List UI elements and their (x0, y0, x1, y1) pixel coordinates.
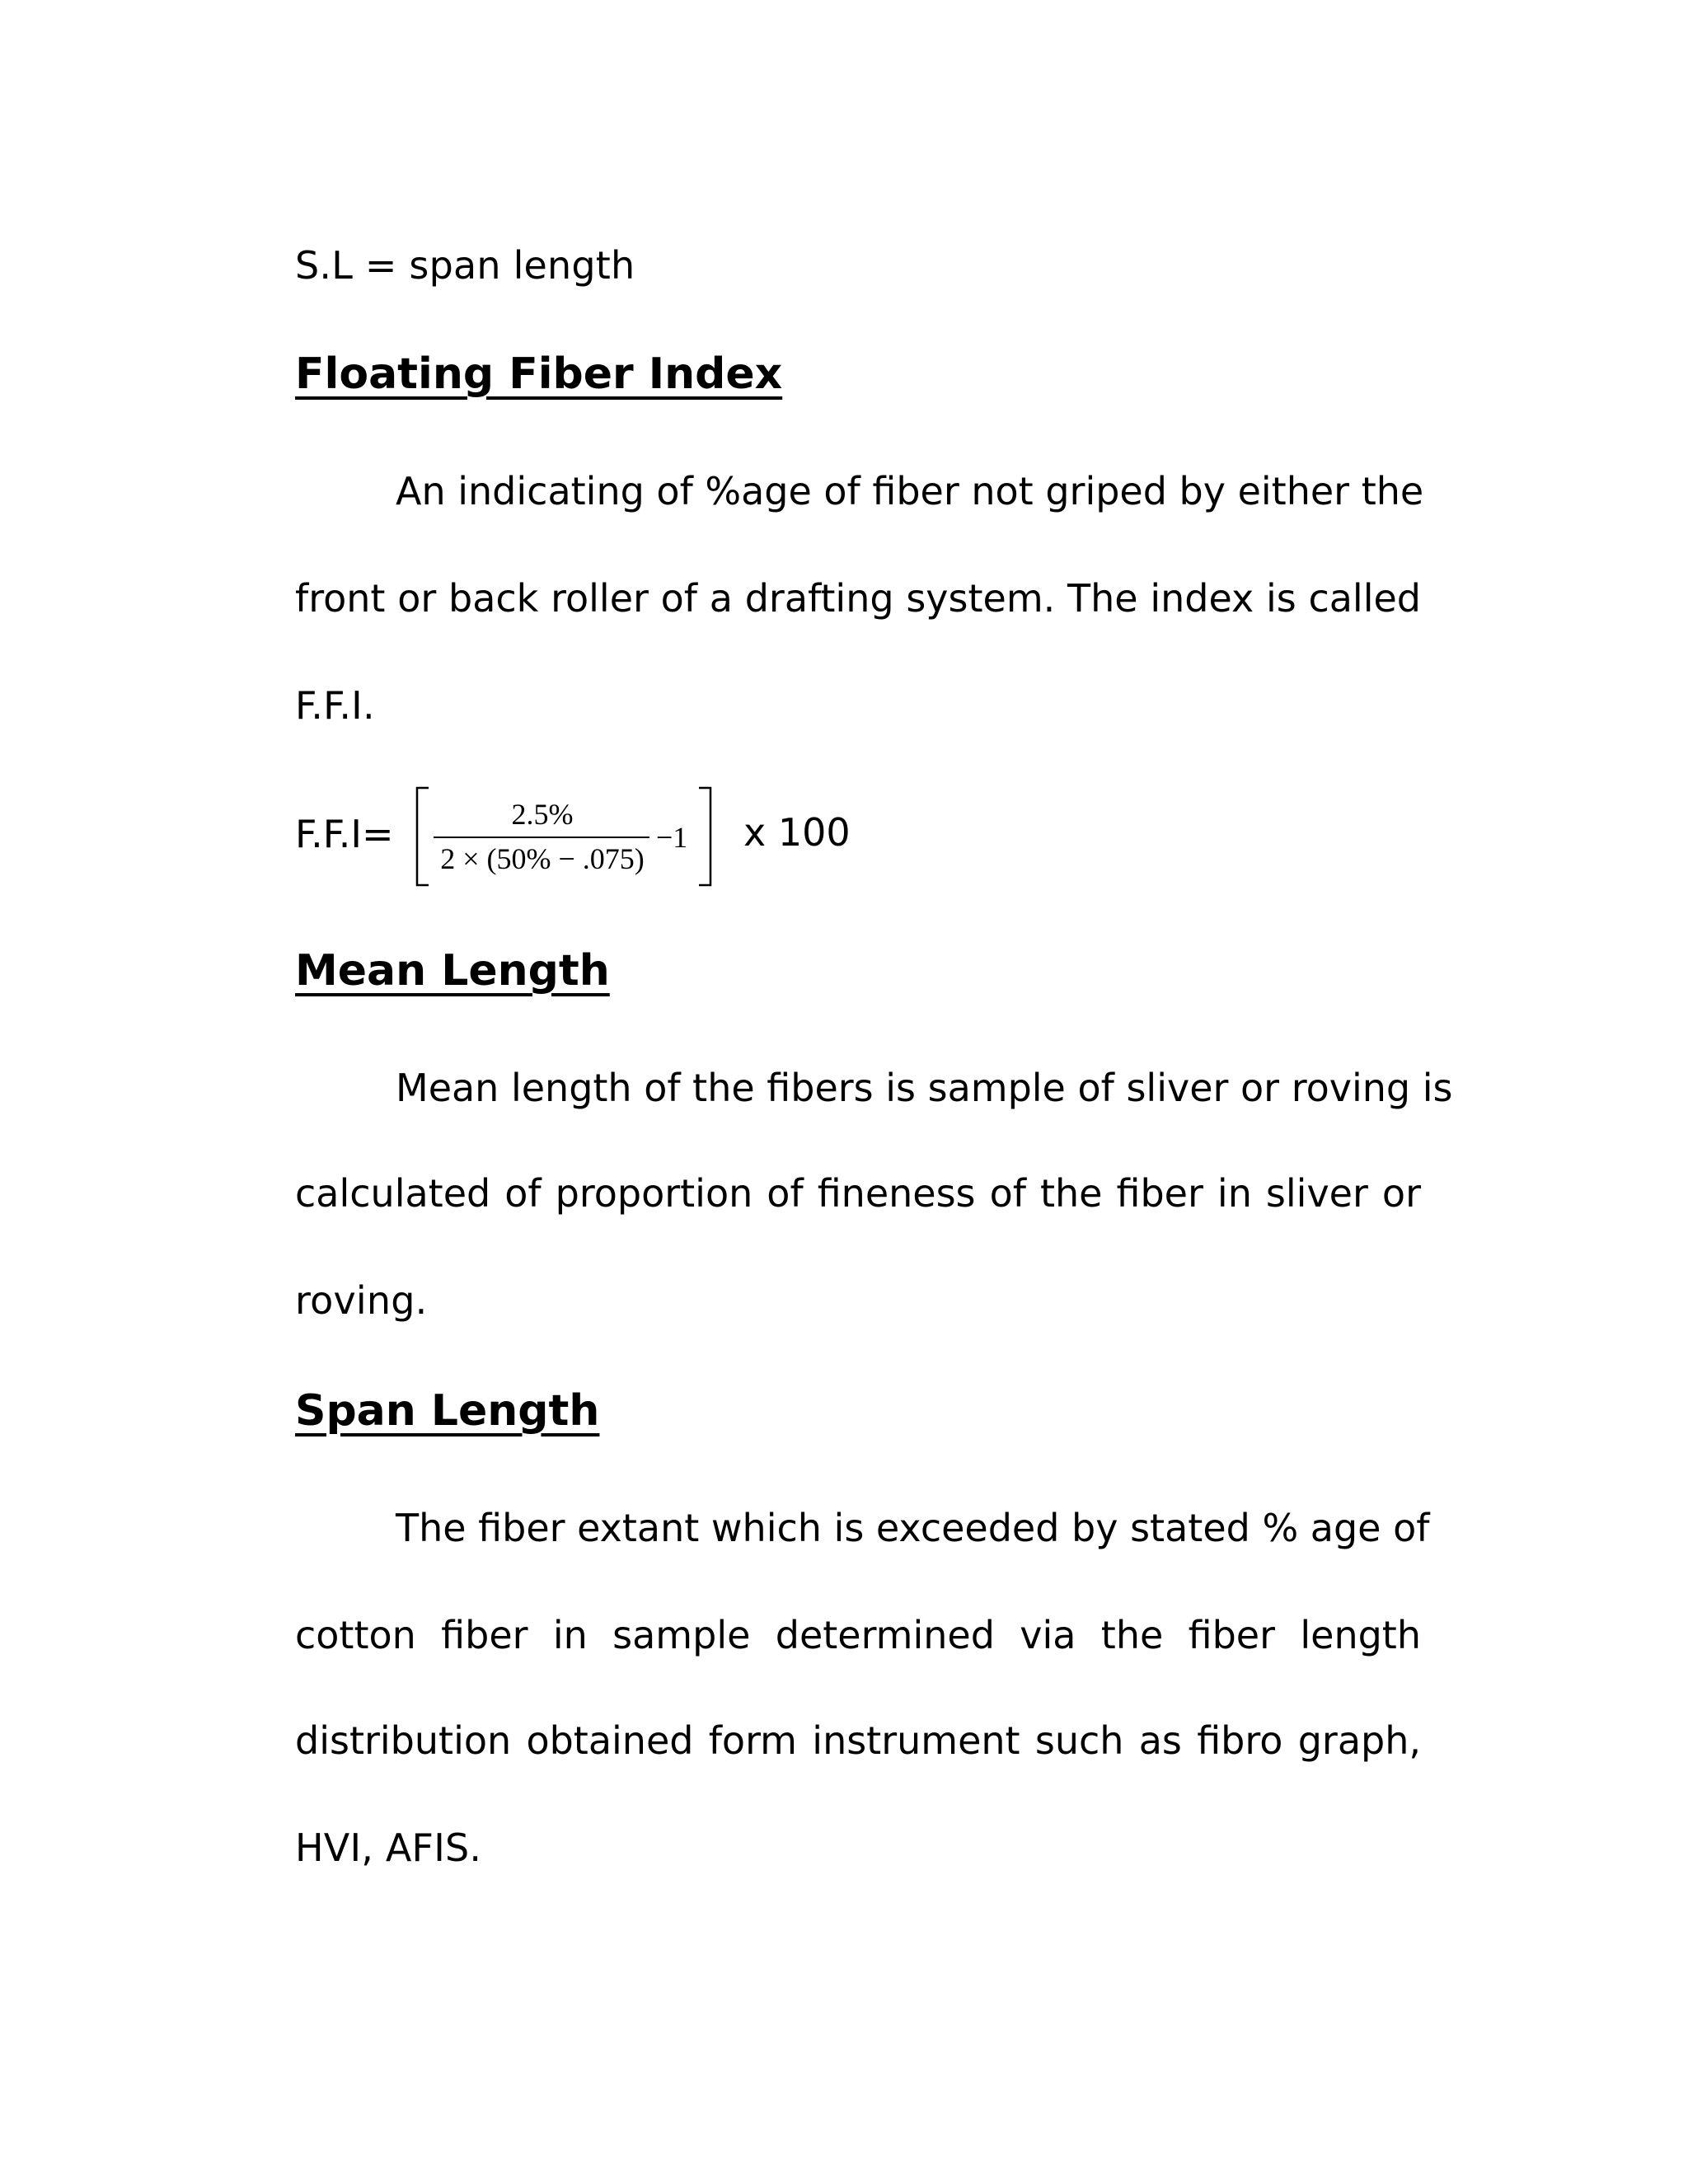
span-paragraph-line-2: cotton fiber in sample determined via the fiber length (295, 1613, 1421, 1657)
ffi-paragraph-line-2: front or back roller of a drafting system. The index is called (295, 576, 1421, 621)
formula-minus-one: −1 (656, 821, 688, 854)
heading-floating-fiber-index: Floating Fiber Index (295, 349, 783, 399)
formula-denominator: 2 × (50% − .075) (440, 842, 645, 875)
formula-times-100: x 100 (743, 810, 851, 855)
heading-span-length: Span Length (295, 1386, 600, 1436)
ffi-formula (295, 783, 872, 890)
span-length-definition: S.L = span length (295, 243, 635, 288)
ffi-paragraph-line-3: F.F.I. (295, 683, 375, 728)
mean-paragraph-line-1: Mean length of the fibers is sample of sliver or roving is (396, 1066, 1453, 1110)
heading-mean-length: Mean Length (295, 946, 610, 996)
mean-paragraph-line-2: calculated of proportion of fineness of the fiber in sliver or (295, 1171, 1421, 1216)
right-bracket (699, 788, 710, 885)
formula-label: F.F.I= (295, 812, 394, 856)
mean-paragraph-line-3: roving. (295, 1278, 428, 1323)
span-paragraph-line-4: HVI, AFIS. (295, 1825, 482, 1870)
formula-numerator: 2.5% (511, 798, 574, 831)
formula-bracket-fraction (410, 783, 740, 890)
span-paragraph-line-3: distribution obtained form instrument such as fibro graph, (295, 1718, 1421, 1763)
left-bracket (417, 788, 429, 885)
span-paragraph-line-1: The fiber extant which is exceeded by stated % age of (396, 1506, 1430, 1550)
ffi-paragraph-line-1: An indicating of %age of fiber not griped by either the (396, 469, 1424, 513)
